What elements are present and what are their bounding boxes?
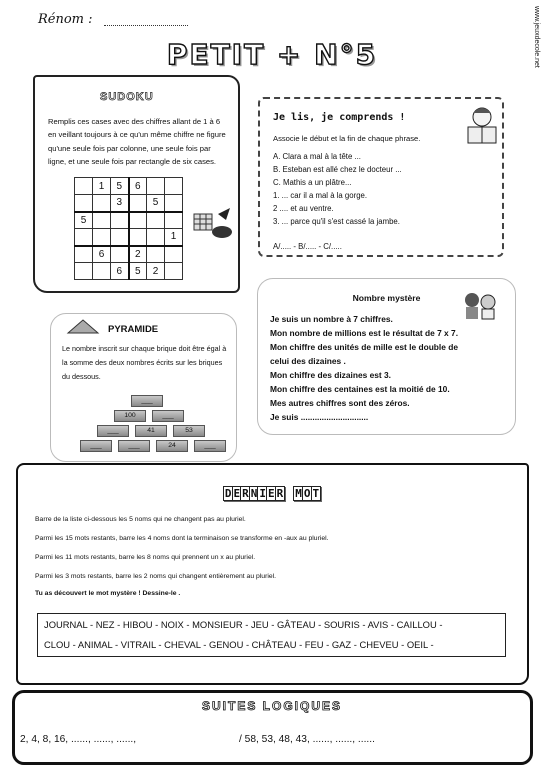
sudoku-instructions: Remplis ces cases avec des chiffres allant de 1 à 6 en veillant toujours à ce qu'un même chiffre ne figure qu'une seule fois par colonne, une seule fois par ligne, et une seule fois par rectangle de six cases.	[48, 117, 226, 167]
sudoku-cell[interactable]	[93, 195, 111, 212]
sudoku-cell[interactable]	[147, 212, 165, 229]
title-letter-tile: T	[312, 487, 320, 500]
sudoku-title: SUDOKU	[100, 91, 154, 103]
sudoku-row	[75, 178, 183, 195]
sudoku-cell: 6	[111, 263, 129, 280]
sudoku-cell: 6	[129, 178, 147, 195]
mystery-clue: Je suis .............................	[270, 412, 369, 422]
sudoku-row	[75, 195, 183, 212]
title-letter-tile: D	[224, 487, 232, 500]
sudoku-cell[interactable]	[93, 229, 111, 246]
sudoku-cell[interactable]	[147, 229, 165, 246]
sudoku-row	[75, 263, 183, 280]
sudoku-cell: 1	[165, 229, 183, 246]
last-word-question: Tu as découvert le mot mystère ! Dessine-le .	[35, 590, 181, 597]
sudoku-cell[interactable]	[129, 195, 147, 212]
sudoku-cell[interactable]	[129, 229, 147, 246]
sudoku-cell: 2	[129, 246, 147, 263]
reading-instructions: Associe le début et la fin de chaque phrase.	[273, 134, 421, 143]
reading-sentence: A. Clara a mal à la tête ...	[273, 152, 361, 161]
last-word-step-1: Barre de la liste ci-dessous les 5 noms qui ne changent pas au pluriel.	[35, 516, 246, 523]
pyramid-brick[interactable]: ___	[152, 410, 184, 422]
pyramid-brick[interactable]: ___	[131, 395, 163, 407]
pyramid-brick: 24	[156, 440, 188, 452]
sudoku-cell[interactable]	[75, 195, 93, 212]
page-title: PETIT + N°5	[166, 38, 378, 71]
sudoku-cell[interactable]	[75, 246, 93, 263]
sudoku-cell[interactable]	[111, 229, 129, 246]
sudoku-cell[interactable]	[147, 178, 165, 195]
sudoku-cell[interactable]	[93, 263, 111, 280]
reading-answer-line[interactable]: A/..... - B/..... - C/.....	[273, 242, 342, 251]
pyramid-brick: 100	[114, 410, 146, 422]
sudoku-row	[75, 246, 183, 263]
title-letter-tile: R	[276, 487, 284, 500]
sudoku-cell[interactable]	[75, 178, 93, 195]
sudoku-cell[interactable]	[165, 195, 183, 212]
mystery-clue: Je suis un nombre à 7 chiffres.	[270, 314, 393, 324]
last-word-step-3: Parmi les 11 mots restants, barre les 8 noms qui prennent un x au pluriel.	[35, 554, 256, 561]
wizard-icon	[190, 206, 234, 242]
first-name-label: Rénom :	[38, 12, 93, 27]
pyramid-brick[interactable]: ___	[118, 440, 150, 452]
reading-kid-icon	[462, 105, 502, 147]
sudoku-row	[75, 229, 183, 246]
reading-sentence: C. Mathis a un plâtre...	[273, 178, 352, 187]
sudoku-cell: 6	[93, 246, 111, 263]
mystery-number-title: Nombre mystère	[352, 293, 421, 303]
last-word-title	[0, 484, 544, 502]
sudoku-cell[interactable]	[165, 263, 183, 280]
word-list-line-1: JOURNAL - NEZ - HIBOU - NOIX - MONSIEUR - JEU - GÂTEAU - SOURIS - AVIS - CAILLOU -	[44, 619, 443, 630]
reading-sentence: B. Esteban est allé chez le docteur ...	[273, 165, 402, 174]
sudoku-cell: 5	[129, 263, 147, 280]
mystery-clue: Mon chiffre des unités de mille est le double de	[270, 342, 459, 352]
site-url: www.jeuxdecole.net	[533, 6, 540, 68]
sudoku-cell: 5	[111, 178, 129, 195]
sudoku-row	[75, 212, 183, 229]
word-list-line-2: CLOU - ANIMAL - VITRAIL - CHEVAL - GENOU - CHÂTEAU - FEU - GAZ - CHEVEU - OEIL -	[44, 639, 434, 650]
sudoku-grid	[74, 177, 183, 280]
sudoku-cell[interactable]	[165, 246, 183, 263]
sudoku-cell: 3	[111, 195, 129, 212]
sequences-title: SUITES LOGIQUES	[201, 699, 342, 713]
title-letter-tile: R	[242, 487, 249, 500]
title-letter-tile: E	[268, 487, 275, 500]
title-letter-tile: O	[303, 487, 311, 500]
pyramid-brick[interactable]: ___	[194, 440, 226, 452]
title-letter-tile: E	[233, 487, 241, 500]
pyramid-instructions: Le nombre inscrit sur chaque brique doit être égal à la somme des deux nombres écrits sur les briques du dessous.	[62, 344, 227, 381]
sudoku-cell[interactable]	[75, 229, 93, 246]
reading-sentence: 3. ... parce qu'il s'est cassé la jambe.	[273, 217, 400, 226]
title-letter-tile: I	[259, 487, 266, 500]
reading-sentence: 1. ... car il a mal à la gorge.	[273, 191, 368, 200]
sudoku-cell: 2	[147, 263, 165, 280]
mystery-clue: Mon chiffre des dizaines est 3.	[270, 370, 392, 380]
reading-title: Je lis, je comprends !	[273, 112, 406, 123]
pyramid-brick: 41	[135, 425, 167, 437]
pyramid-brick[interactable]: ___	[97, 425, 129, 437]
title-letter-tile: N	[250, 487, 258, 500]
pyramid-title: PYRAMIDE	[108, 324, 159, 335]
mystery-clue: Mon nombre de millions est le résultat de 7 x 7.	[270, 328, 459, 338]
title-letter-tile: M	[295, 487, 302, 500]
sudoku-cell[interactable]	[93, 212, 111, 229]
reading-sentences	[273, 150, 402, 228]
mystery-clue: Mes autres chiffres sont des zéros.	[270, 398, 410, 408]
sudoku-cell[interactable]	[75, 263, 93, 280]
mystery-clue: Mon chiffre des centaines est la moitié de 10.	[270, 384, 450, 394]
mystery-number-clues	[270, 312, 510, 424]
pyramid-brick[interactable]: ___	[80, 440, 112, 452]
reading-sentence: 2 .... et au ventre.	[273, 204, 334, 213]
sudoku-cell: 5	[147, 195, 165, 212]
last-word-step-4: Parmi les 3 mots restants, barre les 2 noms qui changent entièrement au pluriel.	[35, 573, 277, 580]
sudoku-cell: 5	[75, 212, 93, 229]
sequence-2[interactable]: / 58, 53, 48, 43, ......, ......, ......	[239, 734, 375, 745]
mystery-clue: celui des dizaines .	[270, 356, 346, 366]
sudoku-cell[interactable]	[111, 246, 129, 263]
sudoku-cell[interactable]	[165, 212, 183, 229]
word-list[interactable]	[37, 613, 506, 657]
first-name-line[interactable]	[104, 25, 188, 26]
sequence-1[interactable]: 2, 4, 8, 16, ......, ......, ......,	[20, 734, 137, 745]
sudoku-cell[interactable]	[111, 212, 129, 229]
sudoku-cell[interactable]	[147, 246, 165, 263]
sudoku-cell[interactable]	[129, 212, 147, 229]
pyramid-brick: 53	[173, 425, 205, 437]
sudoku-cell[interactable]	[165, 178, 183, 195]
sudoku-cell: 1	[93, 178, 111, 195]
last-word-step-2: Parmi les 15 mots restants, barre les 4 noms dont la terminaison se transforme en -aux au pluriel.	[35, 535, 329, 542]
pyramid-icon	[64, 318, 102, 334]
